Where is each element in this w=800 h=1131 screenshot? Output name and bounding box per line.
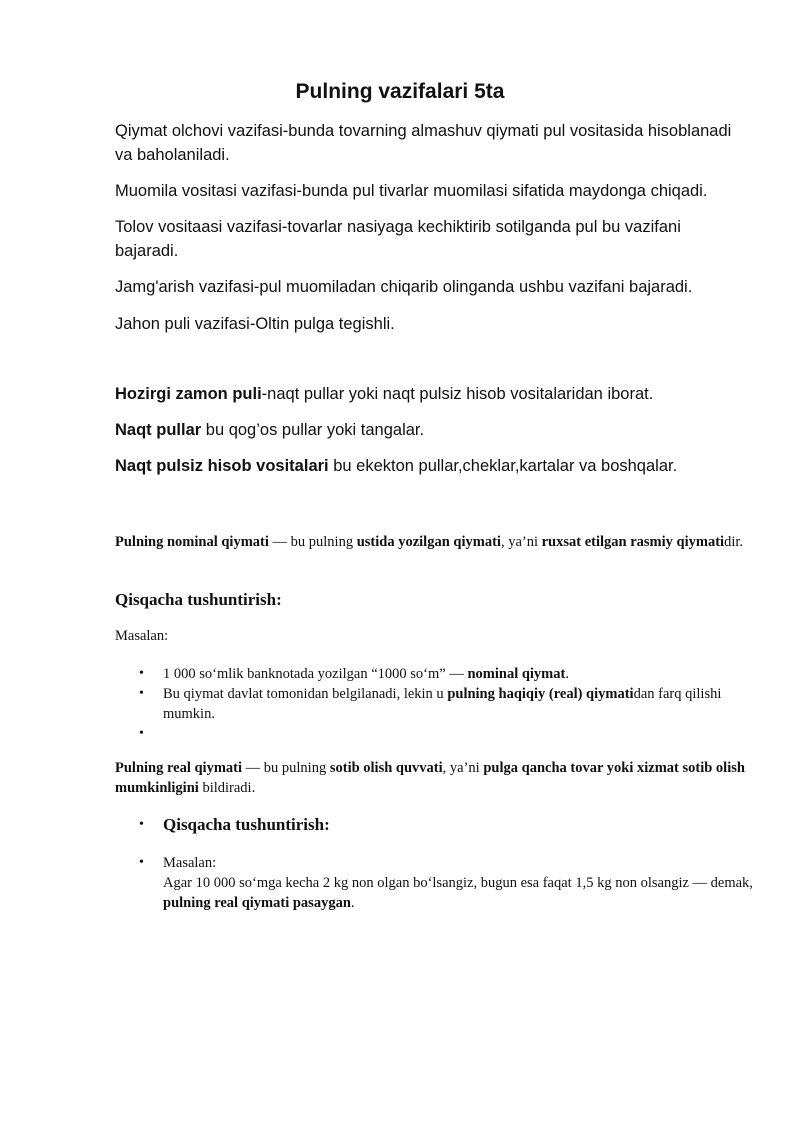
modern-money-term: Hozirgi zamon puli (115, 385, 262, 403)
real-heading-list (115, 815, 755, 835)
function-paragraph-1: Qiymat olchovi vazifasi-bunda tovarning almashuv qiymati pul vositasida hisoblanadi va baholaniladi. (115, 122, 732, 164)
function-paragraph-3: Tolov vositaasi vazifasi-tovarlar nasiyaga kechiktirib sotilganda pul bu vazifani bajaradi. (115, 218, 681, 260)
nominal-term: Pulning nominal qiymati (115, 534, 269, 550)
real-example-list (115, 853, 755, 913)
nominal-dash-text: — bu pulning (268, 534, 357, 550)
real-end-text: bildiradi. (198, 780, 256, 796)
nominal-end-text: dir. (724, 534, 743, 550)
real-bold-2: pulga qancha tovar yoki xizmat sotib olish mumkinligini (115, 760, 745, 796)
bullet-text: 1 000 so‘mlik banknotada yozilgan “1000 so‘m” — (163, 666, 468, 682)
function-paragraph-4: Jamg'arish vazifasi-pul muomiladan chiqarib olinganda ushbu vazifani bajaradi. (115, 278, 693, 296)
real-example-text: Agar 10 000 so‘mga kecha 2 kg non olgan bo‘lsangiz, bugun esa faqat 1,5 kg non olsangiz — demak, (163, 875, 753, 891)
cashless-paragraph (115, 454, 745, 478)
modern-money-paragraph (115, 382, 745, 406)
nominal-bold-2: ruxsat etilgan rasmiy qiymati (541, 534, 725, 550)
real-example-bold: pulning real qiymati pasaygan (163, 895, 351, 911)
bullet-bold: pulning haqiqiy (real) qiymati (447, 686, 634, 702)
cashless-term: Naqt pulsiz hisob vositalari (115, 457, 329, 475)
function-paragraph-5: Jahon puli vazifasi-Oltin pulga tegishli. (115, 315, 395, 333)
nominal-definition (115, 532, 755, 552)
nominal-mid-text: , ya’ni (500, 534, 542, 550)
bullet-bold: nominal qiymat (467, 666, 566, 682)
bullet-text: dan farq qilishi mumkin. (163, 686, 722, 722)
list-item (115, 664, 755, 684)
real-definition (115, 758, 755, 798)
real-example-end: . (350, 895, 355, 911)
cash-paragraph (115, 418, 745, 442)
cashless-text: bu ekekton pullar,cheklar,kartalar va boshqalar. (328, 457, 678, 475)
real-dash-text: — bu pulning (242, 760, 330, 776)
function-paragraph-2: Muomila vositasi vazifasi-bunda pul tivarlar muomilasi sifatida maydonga chiqadi. (115, 182, 708, 200)
nominal-heading: Qisqacha tushuntirish: (115, 590, 282, 609)
nominal-bold-1: ustida yozilgan qiymati (356, 534, 501, 550)
cash-text: bu qog’os pullar yoki tangalar. (201, 421, 425, 439)
empty-list-item (115, 724, 755, 744)
modern-money-text: -naqt pullar yoki naqt pulsiz hisob vositalaridan iborat. (261, 385, 654, 403)
bullet-text: Bu qiymat davlat tomonidan belgilanadi, lekin u (163, 686, 448, 702)
list-item (115, 684, 755, 724)
page-title: Pulning vazifalari 5ta (295, 80, 505, 103)
bullet-text: . (565, 666, 569, 682)
nominal-bullet-list (115, 664, 755, 744)
real-mid-text: , ya’ni (442, 760, 484, 776)
list-item (115, 853, 755, 913)
real-term: Pulning real qiymati (115, 760, 243, 776)
real-bold-1: sotib olish quvvati (329, 760, 443, 776)
nominal-example-label: Masalan: (115, 628, 169, 644)
real-heading: • Qisqacha tushuntirish: (115, 815, 755, 835)
cash-term: Naqt pullar (115, 421, 202, 439)
real-example-label: Masalan: (163, 855, 217, 871)
